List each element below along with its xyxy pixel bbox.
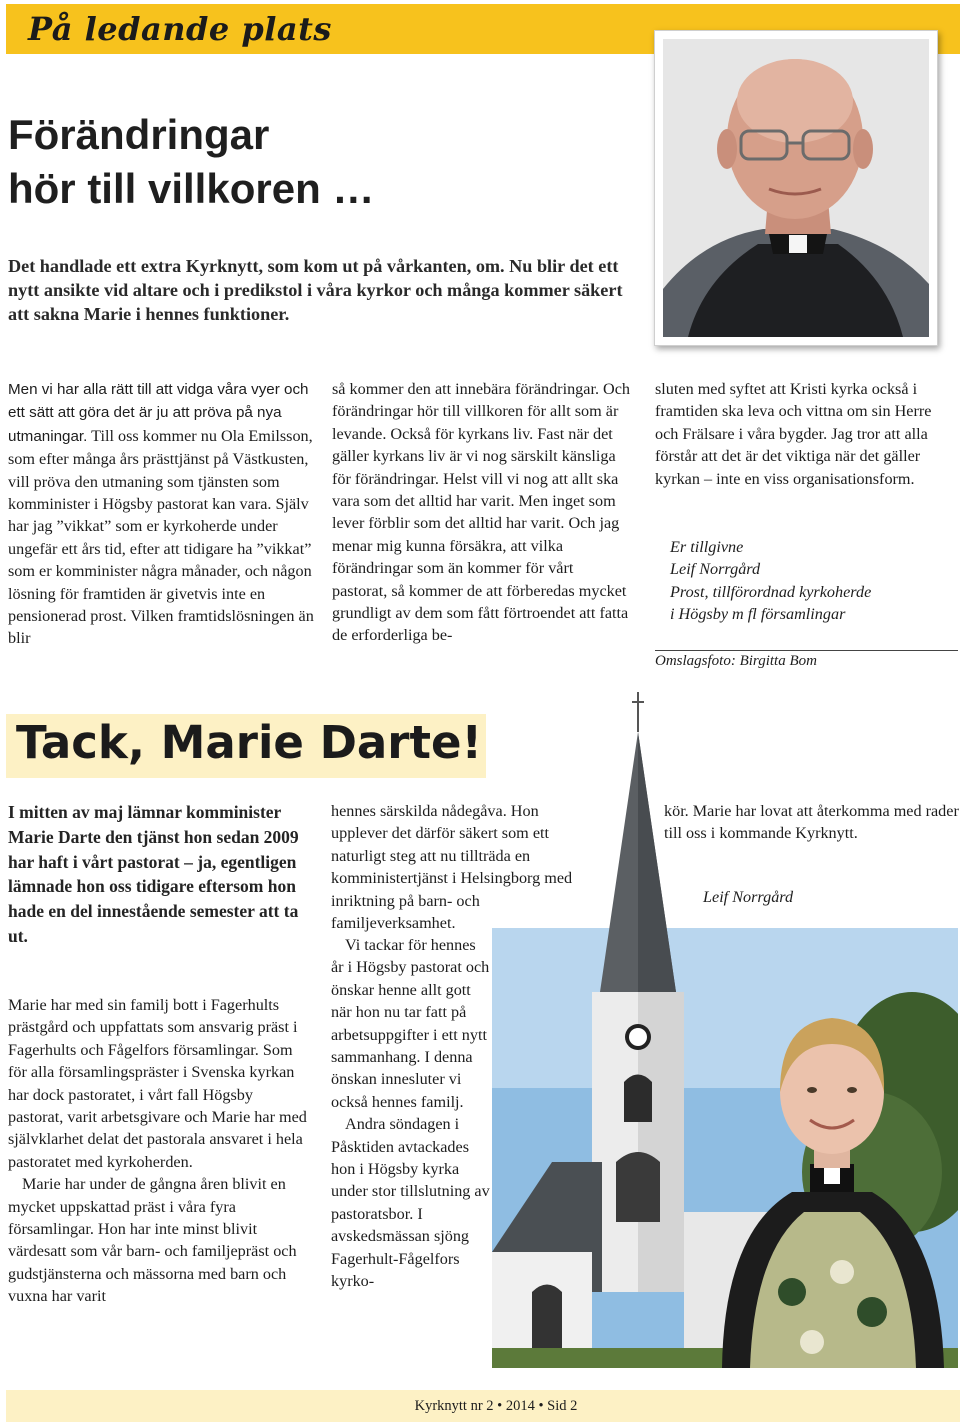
article-2-paragraph-2	[8, 1173, 312, 1307]
signature-parishes: i Högsby m fl församlingar	[670, 605, 846, 624]
article-2-thanks-paragraph	[331, 934, 491, 1113]
article-2-column-2-top: hennes särskilda nådegåva. Hon upplever det därför säkert som ett naturligt steg att nu tillträda en komministertjänst i Helsingborg med inriktning på barn- och familjeverksamhet.	[331, 802, 573, 933]
photo-credit: Omslagsfoto: Birgitta Bom	[655, 650, 958, 670]
headline-line-1: Förändringar	[8, 111, 270, 158]
article-column-1	[8, 378, 316, 650]
article-2-thanks-text: Vi tackar för hennes år i Högsby pastorat och önskar henne allt gott när hon nu tar fatt på arbetsuppgifter i ett nytt sammanhang. I denna önskan innesluter vi också hennes familj.	[331, 936, 490, 1111]
headline-line-2: hör till villkoren …	[8, 165, 375, 212]
article-2-column-1	[8, 994, 312, 1308]
article-2-column-2-narrow	[331, 934, 491, 1293]
article-2-column-3: kör. Marie har lovat att återkomma med rader till oss i kommande Kyrknytt.	[664, 802, 959, 843]
article-2-paragraph-2-text: Marie har under de gångna åren blivit en mycket uppskattad präst i våra fyra församlingar. Hon har inte minst blivit värdesatt som vår barn- och familjepräst och gudstjänsterna och mässorna med barn och vuxna har varit	[8, 1175, 297, 1306]
article-headline	[8, 108, 648, 216]
author-signature	[670, 536, 960, 626]
column-1-intro: Men vi har alla rätt till att vidga våra vyer och ett sätt att göra det är ju att pröva på nya utmaningar.	[8, 381, 309, 445]
author-portrait	[654, 30, 938, 346]
article-2-farewell-paragraph	[331, 1113, 491, 1292]
article-column-3: sluten med syftet att Kristi kyrka också i framtiden ska leva och vittna om sin Herre och Frälsare i våra bygder. Jag tror att alla förstår att det är det viktiga när det gäller kyrkan – inte en viss organisationsform.	[655, 380, 932, 488]
column-1-body: Till oss kommer nu Ola Emilsson, som efter många års prästtjänst på Västkusten, vill pröva den utmaning som tjänsten som komminister i Högsby pastorat kan vara. Själv har jag ”vikkat” som er kyrkoherde under ungefär ett års tid, efter att tidigare ha ”vikkat” som er komminister några månader, och någon lösning för framtiden är givetvis inte en pensionerad prost. Vilken framtidslösningen än blir	[8, 426, 314, 648]
article-2-signature: Leif Norrgård	[703, 888, 794, 906]
page-footer: Kyrknytt nr 2 • 2014 • Sid 2	[414, 1398, 578, 1414]
signature-name: Leif Norrgård	[670, 560, 761, 579]
portrait-image	[663, 39, 929, 337]
article-2-paragraph-1: Marie har med sin familj bott i Fagerhults prästgård och uppfattats som ansvarig präst i Fagerhults och Fågelfors församlingar. Som för alla församlingspräster i Svenska kyrkan har dock pastoratet, i vårt fall Högsby pastorat, varit arbetsgivare och Marie har med självklarhet delat det pastorala ansvaret i hela pastoratet med kyrkoherden.	[8, 996, 307, 1171]
signature-title: Prost, tillförordnad kyrkoherde	[670, 582, 872, 601]
article-column-2: så kommer den att innebära förändringar. Och förändringar hör till villkoren för allt som är levande. Också för kyrkans liv. Fast när det gäller kyrkans liv är vi nog särskilt känsliga för förändringar. Helst vill vi nog att allt ska vara som det alltid har varit. Men inget som lever förblir som det alltid har varit. Och jag menar mig kunna försäkra, att vilka förändringar som än kommer för vårt pastorat, så kommer de att förberedas mycket grundligt av dem som fått förtroendet att fatta de erforderliga be-	[332, 380, 631, 645]
church-photo-image	[492, 692, 958, 1368]
article-2-title: Tack, Marie Darte!	[16, 716, 483, 769]
signature-greeting: Er tillgivne	[670, 538, 744, 556]
article-lead: Det handlade ett extra Kyrknytt, som kom ut på vårkanten, om. Nu blir det ett nytt ansikte vid altare och i predikstol i våra kyrkor och många kommer säkert att sakna Marie i hennes funktioner.	[8, 256, 623, 324]
section-kicker: På ledande plats	[28, 10, 332, 48]
article-2-lead: I mitten av maj lämnar komminister Marie Darte den tjänst hon sedan 2009 har haft i vårt pastorat – ja, egentligen lämnade hon oss tidigare eftersom hon hade en del innestående semester att ta ut.	[8, 802, 299, 946]
church-photo	[492, 692, 958, 1368]
article-2-farewell-text: Andra söndagen i Påsktiden avtackades hon i Högsby kyrka under stor tillslutning av pastoratsbor. I avskedsmässan sjöng Fagerhult-Fågelfors kyrko-	[331, 1115, 490, 1291]
